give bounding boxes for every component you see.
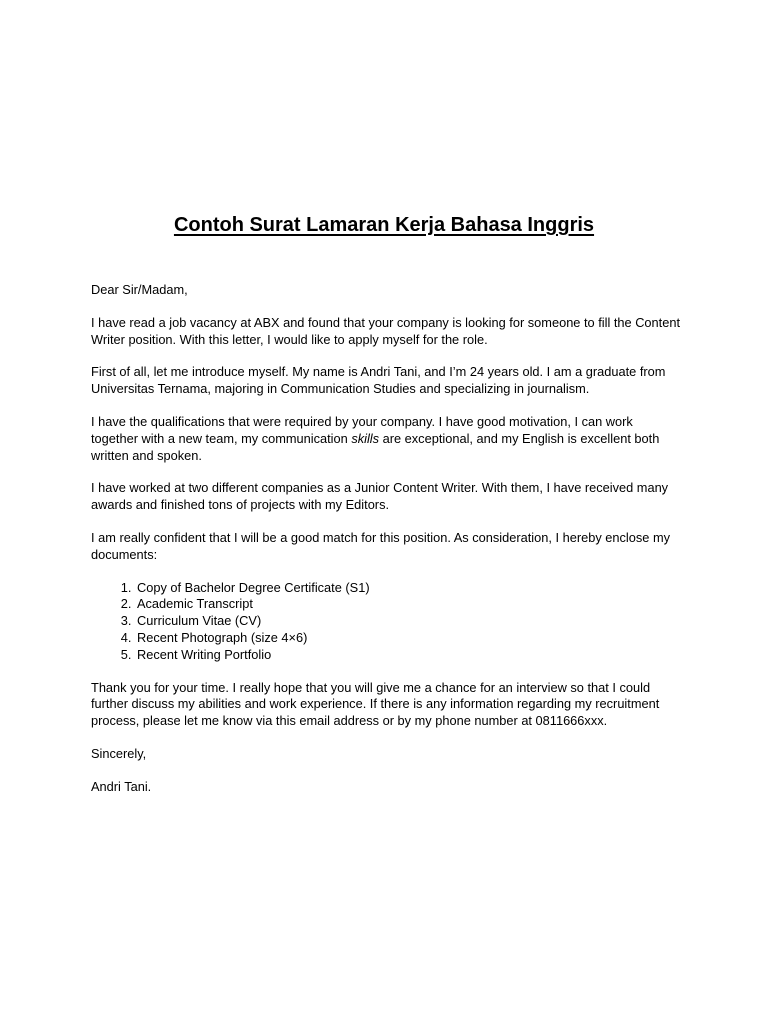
paragraph-enclosure: I am really confident that I will be a good match for this position. As consideration, I hereby enclose my documents: xyxy=(91,529,671,562)
documents-list xyxy=(91,580,681,664)
list-item: 4. Recent Photograph (size 4×6) xyxy=(135,630,681,647)
paragraph-qualifications xyxy=(91,414,681,464)
qualifications-text-before: I have the qualifications that were required by your company. I have good motivation, I can work together with a new team, my communication xyxy=(91,413,633,446)
closing: Sincerely, xyxy=(91,745,147,761)
letter-body xyxy=(91,282,681,812)
paragraph-vacancy: I have read a job vacancy at ABX and found that your company is looking for someone to fill the Content Writer position. With this letter, I would like to apply myself for the role. xyxy=(91,314,681,347)
list-item: 1. Copy of Bachelor Degree Certificate (S1) xyxy=(135,580,681,597)
salutation: Dear Sir/Madam, xyxy=(91,282,188,297)
paragraph-experience: I have worked at two different companies as a Junior Content Writer. With them, I have received many awards and finished tons of projects with my Editors. xyxy=(91,480,669,513)
list-item: 5. Recent Writing Portfolio xyxy=(135,647,681,664)
letter-title: Contoh Surat Lamaran Kerja Bahasa Inggris xyxy=(173,214,595,236)
qualifications-emphasis: skills xyxy=(351,430,380,446)
signature: Andri Tani. xyxy=(91,778,152,794)
qualifications-text-after: are exceptional, and my English is excellent both written and spoken. xyxy=(91,430,660,463)
paragraph-thanks: Thank you for your time. I really hope that you will give me a chance for an interview so that I could further discuss my abilities and work experience. If there is any information regarding my recruitment process, please let me know via this email address or by my phone number at 0811666xxx. xyxy=(91,679,660,729)
list-item: 2. Academic Transcript xyxy=(135,596,681,613)
paragraph-introduction: First of all, let me introduce myself. My name is Andri Tani, and I’m 24 years old. I am a graduate from Universitas Ternama, majoring in Communication Studies and specializing in journalism. xyxy=(91,364,666,397)
list-item: 3. Curriculum Vitae (CV) xyxy=(135,613,681,630)
